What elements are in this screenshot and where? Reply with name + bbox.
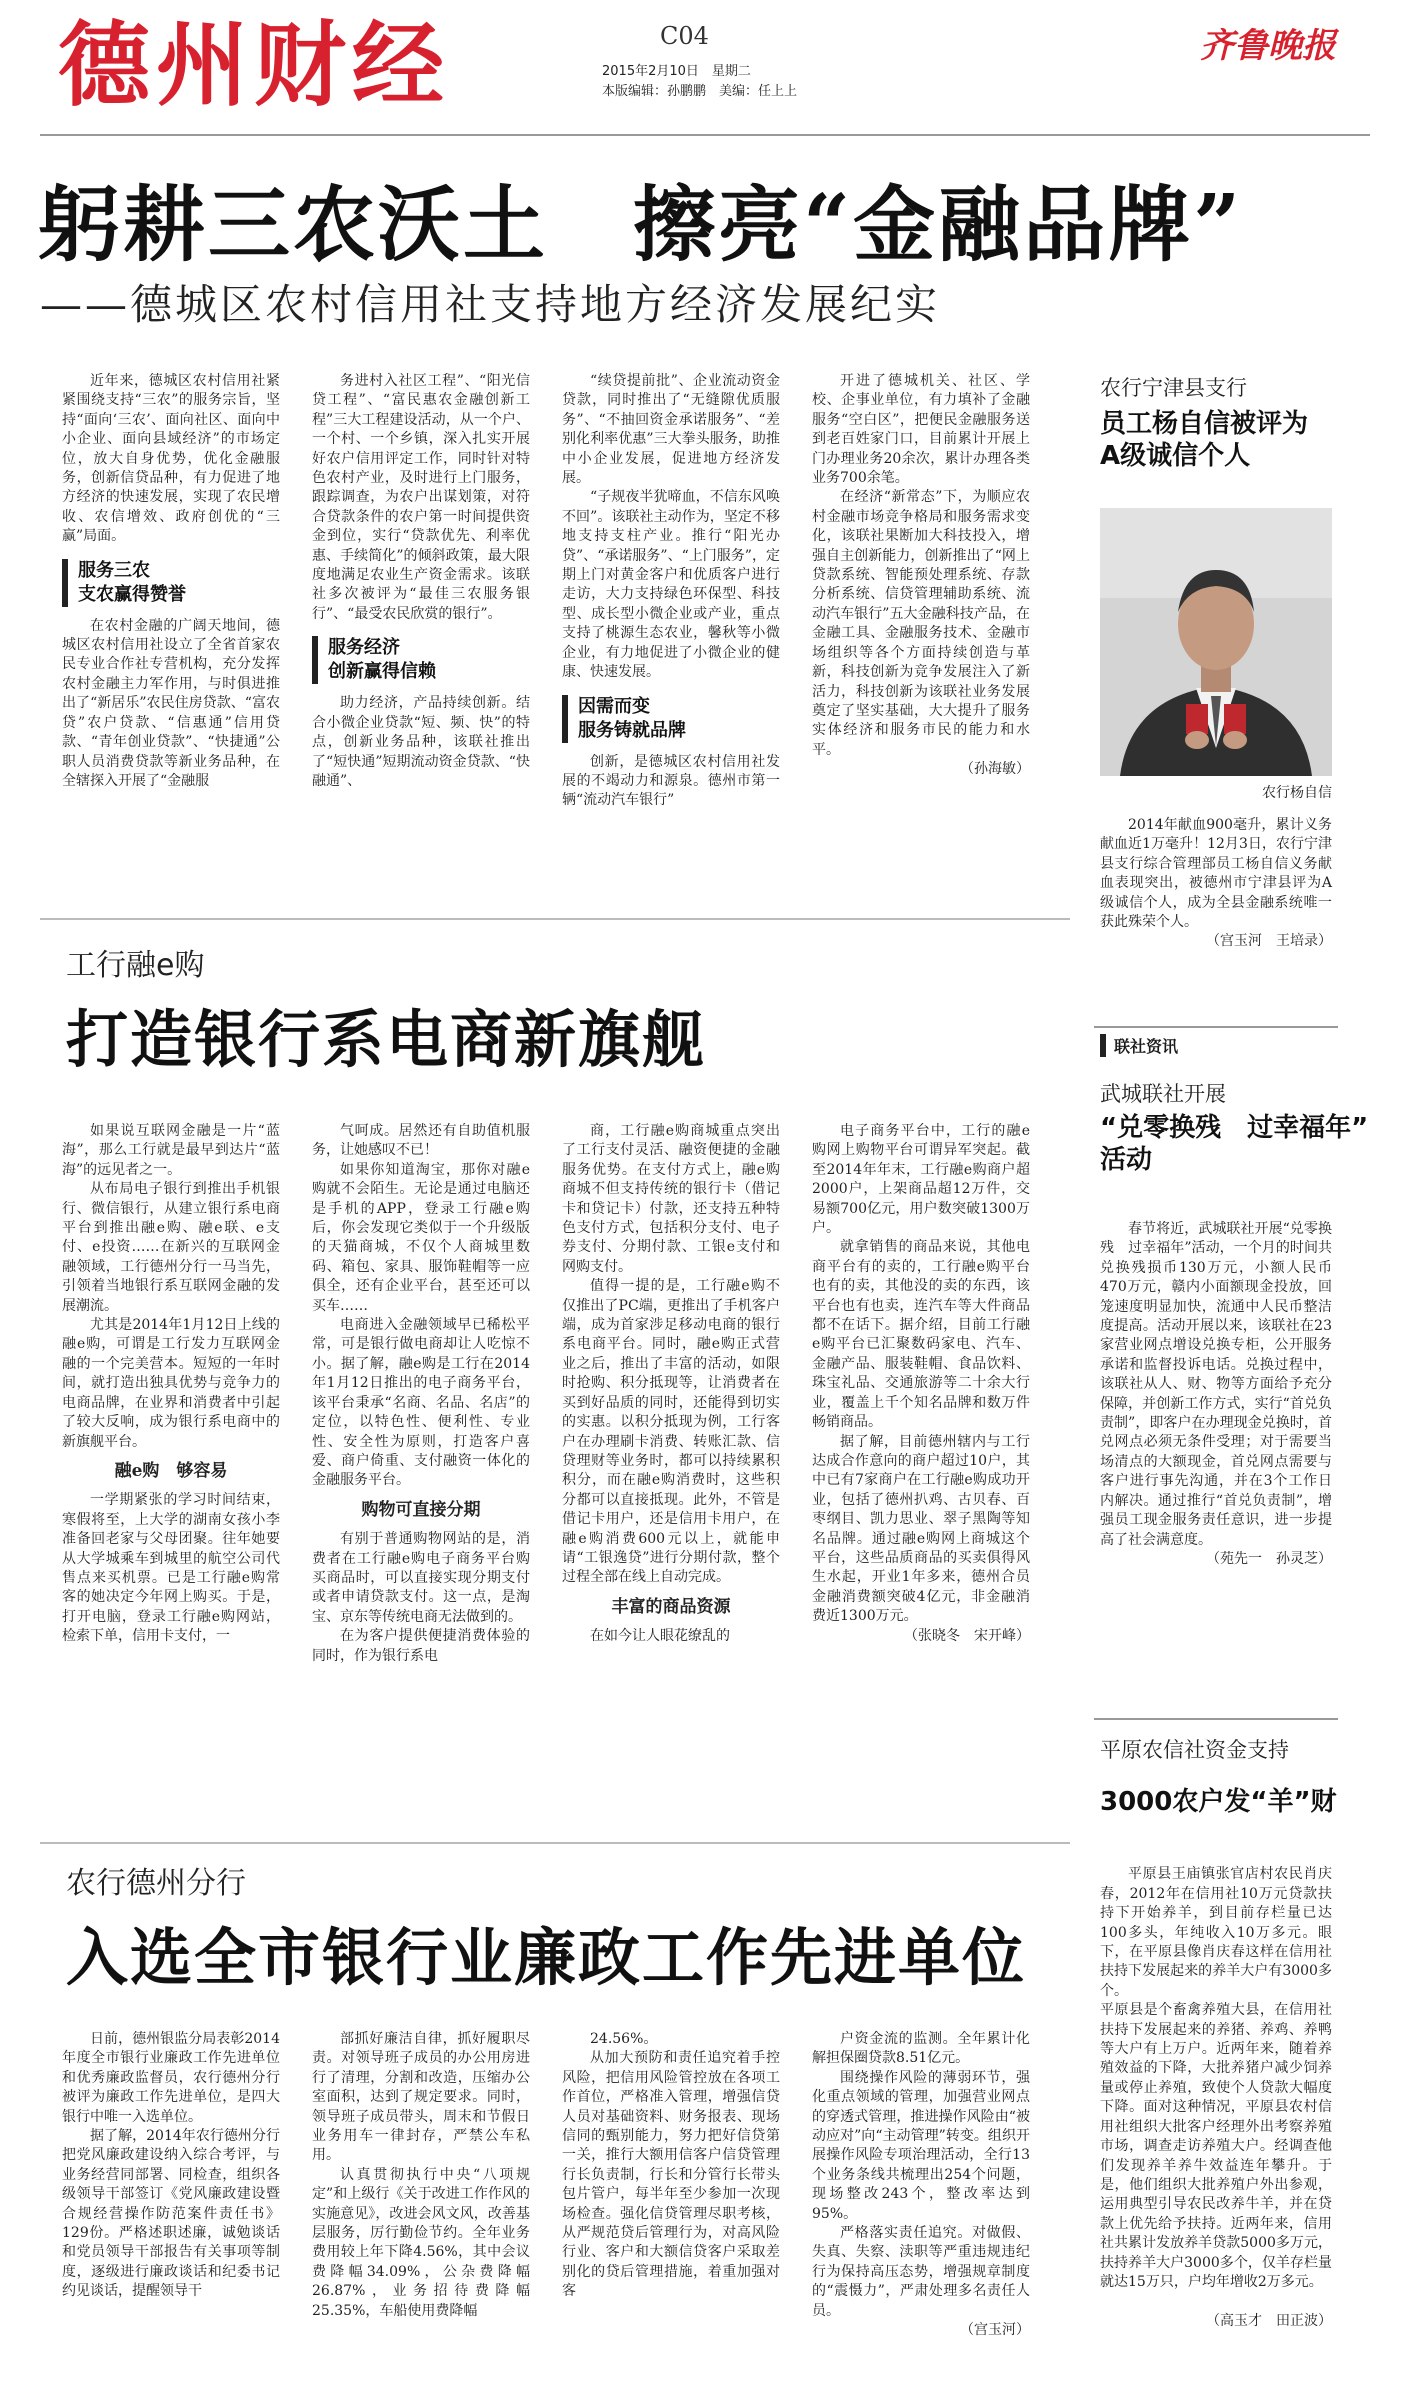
lead-subhead-1: 服务三农 支农赢得赞誉: [62, 559, 280, 607]
icbc-byline: （张晓冬 宋开峰）: [904, 1627, 1030, 1644]
lead-paragraph: 务进村入社区工程”、“阳光信贷工程”、“富民惠农金融创新工程”三大工程建设活动，从一个户、一个村、一个乡镇，深入扎实开展好农户信用评定工作，同时针对特色农村产业，及时进行上门服务，跟踪调查，为农户出谋划策，对符合贷款条件的农户第一时间提供资金到位，实行“贷款优先、利率优惠、手续简化”的倾斜政策，最大限度地满足农业生产资金需求。该联社多次被评为“最佳三农服务银行”、“最受农民欣赏的银行”。: [312, 373, 530, 622]
icbc-paragraph: 值得一提的是，工行融e购不仅推出了PC端，更推出了手机客户端，成为首家涉足移动电商的银行系电商平台。同时，融e购正式营业之后，推出了丰富的活动，如限时抢购、积分抵现等，让消费者在买到好品质的同时，还能得到切实的实惠。以积分抵现为例，工行客户在办理刷卡消费、转账汇款、信贷理财等业务时，都可以持续累积积分，而在融e购消费时，这些积分都可以直接抵现。此外，不管是借记卡用户，还是信用卡用户，在融e购消费600元以上，就能申请“工银逸贷”进行分期付款，整个过程全部在线上自动完成。: [562, 1278, 780, 1586]
side3-byline: （高玉才 田正波）: [1206, 2312, 1332, 2329]
abc-kicker: 农行德州分行: [66, 1866, 246, 1901]
page-number: C04: [660, 22, 709, 50]
abc-paragraph: 日前，德州银监分局表彰2014年度全市银行业廉政工作先进单位和优秀廉政监督员，农行德州分行被评为廉政工作先进单位，是四大银行中唯一入选单位。: [62, 2031, 280, 2125]
lead-paragraph: “续贷提前批”、企业流动资金贷款，同时推出了“无缝隙优质服务”、“不抽回资金承诺服务”、“差别化利率优惠”三大拳头服务，助推中小企业发展，促进地方经济发展。: [562, 373, 780, 487]
icbc-paragraph: 如果你知道淘宝，那你对融e购就不会陌生。无论是通过电脑还是手机的APP，登录工行融e购后，你会发现它类似于一个升级版的天猫商城，不仅个人商城里数码、箱包、家具、服饰鞋帽等一应俱全，还有企业平台，甚至还可以买车……: [312, 1161, 530, 1314]
icbc-paragraph: 在如今让人眼花缭乱的: [590, 1628, 730, 1645]
abc-paragraph: 严格落实责任追究。对做假、失真、失察、渎职等严重违规违纪行为保持高压态势，增强规章制度的“震慑力”，严肃处理多名责任人员。: [812, 2225, 1030, 2319]
abc-column-1: [62, 2030, 280, 2302]
icbc-paragraph: 一学期紧张的学习时间结束，寒假将至，上大学的湖南女孩小李准备回老家与父母团聚。往年她要从大学城乘车到城里的航空公司代售点来买机票。已是工行融e购常客的她决定今年网上购买。于是，打开电脑，登录工行融e购网站，检索下单，信用卡支付，一: [62, 1492, 280, 1645]
icbc-headline: 打造银行系电商新旗舰: [66, 1003, 707, 1076]
photo-caption: 农行杨自信: [1262, 785, 1332, 801]
icbc-paragraph: 就拿销售的商品来说，其他电商平台有的卖的，工行融e购平台也有的卖，其他没的卖的东西，该平台也有也卖，连汽车等大件商品都不在话下。据介绍，目前工行融e购平台已汇聚数码家电、汽车、金融产品、服装鞋帽、食品饮料、珠宝礼品、交通旅游等二十余大行业，覆盖上千个知名品牌和数万件畅销商品。: [812, 1239, 1030, 1431]
abc-paragraph: 认真贯彻执行中央“八项规定”和上级行《关于改进工作作风的实施意见》，改进会风文风，改善基层服务，厉行勤俭节约。全年业务费用较上年下降4.56%，其中会议费降幅34.09%，公杂费降幅26.87%，业务招待费降幅25.35%，车船使用费降幅: [312, 2166, 530, 2319]
side3-kicker: 平原农信社资金支持: [1100, 1738, 1289, 1762]
portrait-illustration: [1100, 508, 1332, 776]
side1-paragraph: 2014年献血900毫升，累计义务献血近1万毫升！12月3日，农行宁津县支行综合管理部员工杨自信义务献血表现突出，被德州市宁津县评为A级诚信个人，成为全县金融系统唯一获此殊荣个人。: [1100, 817, 1332, 931]
issue-date: 2015年2月10日 星期二: [602, 64, 751, 79]
sidebar-divider: [1094, 1718, 1338, 1720]
lead-paragraph: 在农村金融的广阔天地间，德城区农村信用社设立了全省首家农民专业合作社专营机构，充分发挥农村金融主力军作用，与时俱进推出了“新居乐”农民住房贷款、“富农贷”农户贷款、“信惠通”信用贷款、“青年创业贷款”、“快捷通”公职人员消费贷款等新业务品种，在全辖探入开展了“金融服: [62, 617, 280, 789]
sidebar-section-label: 联社资讯: [1100, 1034, 1178, 1057]
lead-subhead-2: 服务经济 创新赢得信赖: [312, 636, 530, 684]
icbc-paragraph: 电子商务平台中，工行的融e购网上购物平台可谓异军突起。截至2014年年末，工行融e购商户超2000户，上架商品超12万件，交易额700亿元，用户数突破1300万户。: [812, 1123, 1030, 1237]
lead-paragraph: 在经济“新常态”下，为顺应农村金融市场竞争格局和服务需求变化，该联社果断加大科技投入，增强自主创新能力，创新推出了“网上贷款系统、智能预处理系统、存款分析系统、信贷管理辅助系统、流动汽车银行”五大金融科技产品，在金融工具、金融服务技术、金融市场组织等各个方面持续创造与革新，科技创新为竞争发展注入了新活力，科技创新为该联社业务发展奠定了坚实基础，大大提升了服务实体经济和服务市民的能力和水平。: [812, 489, 1030, 758]
section-divider: [40, 1842, 1070, 1844]
icbc-column-2: [312, 1122, 530, 1666]
lead-subheadline: ——德城区农村信用社支持地方经济发展纪实: [40, 280, 941, 329]
lead-byline: （孙海敏）: [960, 761, 1030, 778]
icbc-paragraph: 气呵成。居然还有自助值机服务，让她感叹不已！: [312, 1123, 530, 1159]
section-divider: [40, 918, 1070, 920]
side1-kicker: 农行宁津县支行: [1100, 376, 1247, 400]
side1-body: [1100, 816, 1332, 952]
icbc-paragraph: 商，工行融e购商城重点突出了工行支付灵活、融资便捷的金融服务优势。在支付方式上，融e购商城不但支持传统的银行卡（借记卡和贷记卡）付款，还支持五种特色支付方式，包括积分支付、电子券支付、分期付款、工银e支付和网购支付。: [562, 1123, 780, 1275]
lead-column-3: [562, 372, 780, 811]
icbc-paragraph: 如果说互联网金融是一片“蓝海”，那么工行就是最早到达片“蓝海”的远见者之一。: [62, 1123, 280, 1178]
icbc-column-3: [562, 1122, 780, 1647]
side2-paragraph: 春节将近，武城联社开展“兑零换残 过幸福年”活动，一个月的时间共兑换残损币130万元，小额人民币470万元，赣内小面额现金投放，回笼速度明显加快，流通中人民币整洁度提高。活动开展以来，该联社在23家营业网点增设兑换专柜，公开服务承诺和监督投诉电话。兑换过程中，该联社从人、财、物等方面给予充分保障，并创新工作方式，实行“首兑负责制”，即客户在办理现金兑换时，首兑网点必须无条件受理；对于需要当场清点的大额现金，首兑网点需要与客户进行事先沟通，并在3个工作日内解决。通过推行“首兑负责制”，增强员工现金服务责任意识，进一步提高了社会满意度。: [1100, 1221, 1332, 1548]
icbc-paragraph: 有别于普通购物网站的是，消费者在工行融e购电子商务平台购买商品时，可以直接实现分期支付或者申请贷款支付。这一点，是淘宝、京东等传统电商无法做到的。: [312, 1531, 530, 1625]
abc-paragraph: 围绕操作风险的薄弱环节，强化重点领域的管理，加强营业网点的穿透式管理，推进操作风险由“被动应对”向“主动管理”转变。组织开展操作风险专项治理活动，全行13个业务条线共梳理出254个问题，现场整改243个，整改率达到95%。: [812, 2069, 1030, 2222]
newspaper-logo: 齐鲁晚报: [1200, 26, 1336, 66]
side3-paragraph: 平原县王庙镇张官店村农民肖庆春，2012年在信用社10万元贷款扶持下开始养羊，到目前存栏量已达100多头，年纯收入10万多元。眼下，在平原县像肖庆春这样在信用社扶持下发展起来的养羊大户有3000多个。 平原县是个畜禽养殖大县，在信用社扶持下发展起来的养猪、养鸡、养鸭等大户有上万户。近两年来，随着养殖效益的下降，大批养猪户减少饲养量或停止养殖，致使个人贷款大幅度下降。面对这种情况，平原县农村信用社组织大批客户经理外出考察养殖市场，调查走访养殖大户。经调查他们发现养羊养牛效益连年攀升。于是，他们组织大批养殖户外出参观，运用典型引导农民改养牛羊，并在贷款上优先给予扶持。近两年来，信用社共累计发放养羊贷款5000多万元，扶持养羊大户3000多个，仅羊存栏量就达15万只，户均年增收2万多元。: [1100, 1866, 1332, 2290]
icbc-subhead-2: 购物可直接分期: [361, 1499, 481, 1520]
side2-byline: （苑先一 孙灵芝）: [1206, 1550, 1332, 1567]
abc-column-2: [312, 2030, 530, 2321]
icbc-paragraph: 电商进入金融领域早已稀松平常，可是银行做电商却让人吃惊不小。据了解，融e购是工行在2014年1月12日推出的电子商务平台，该平台秉承“名商、名品、名店”的定位，以特色性、便利性、专业性、安全性为原则，打造客户喜爱、商户倚重、支付融资一体化的金融服务平台。: [312, 1317, 530, 1489]
abc-column-4: [812, 2030, 1030, 2341]
lead-subhead-3: 因需而变 服务铸就品牌: [562, 695, 780, 743]
icbc-paragraph: 在为客户提供便捷消费体验的同时，作为银行系电: [312, 1628, 530, 1664]
abc-byline: （宫玉河）: [960, 2322, 1030, 2339]
side1-headline: 员工杨自信被评为 A级诚信个人: [1100, 409, 1309, 471]
side3-headline: 3000农户发“羊”财: [1100, 1787, 1337, 1817]
icbc-paragraph: 据了解，目前德州辖内与工行达成合作意向的商户超过10户，其中已有7家商户在工行融e购成功开业，包括了德州扒鸡、古贝春、百枣纲目、凯力思业、翠子黑陶等知名品牌。通过融e购网上商城这个平台，这些品质商品的买卖俱得风生水起，开业1年多来，德州合员金融消费额突破4亿元，非金融消费近1300万元。: [812, 1433, 1030, 1625]
icbc-column-1: [62, 1122, 280, 1647]
side2-body: [1100, 1220, 1332, 1569]
lead-column-4: [812, 372, 1030, 780]
abc-headline: 入选全市银行业廉政工作先进单位: [66, 1921, 1027, 1994]
icbc-subhead-3: 丰富的商品资源: [611, 1596, 731, 1617]
lead-paragraph: 近年来，德城区农村信用社紧紧围绕支持“三农”的服务宗旨，坚持“面向‘三农’、面向社区、面向中小企业、面向县域经济”的市场定位，放大自身优势，优化金融服务，创新信贷品种，有力促进了地方经济的快速发展，实现了农民增收、农信增效、政府创优的“三赢”局面。: [62, 373, 280, 545]
icbc-paragraph: 从布局电子银行到推出手机银行、微信银行，从建立银行系电商平台到推出融e购、融e联、e支付、e投资……在新兴的互联网金融领域，工行德州分行一马当先，引领着当地银行系互联网金融的发展潮流。: [62, 1181, 280, 1314]
lead-paragraph: “子规夜半犹啼血，不信东风唤不回”。该联社主动作为，坚定不移地支持支柱产业。推行“阳光办贷”、“承诺服务”、“上门服务”，定期上门对黄金客户和优质客户进行走访，大力支持绿色环保型、科技型、成长型小微企业或产业，重点支持了桃源生态农业，馨秋等小微企业，有力地促进了小微企业的健康、快速发展。: [562, 489, 780, 681]
side3-body: [1100, 1846, 1332, 2351]
lead-paragraph: 助力经济，产品持续创新。结合小微企业贷款“短、频、快”的特点，创新业务品种，该联社推出了“短快通”短期流动资金贷款、“快融通”、: [312, 695, 530, 789]
abc-paragraph: 户资金流的监测。全年累计化解担保圈贷款8.51亿元。: [812, 2031, 1030, 2067]
icbc-kicker: 工行融e购: [66, 948, 205, 983]
icbc-paragraph: 尤其是2014年1月12日上线的融e购，可谓是工行发力互联网金融的一个完美营本。短短的一年时间，就打造出独具优势与竞争力的电商品牌，在业界和消费者中引起了较大反响，成为银行系电商中的新旗舰平台。: [62, 1317, 280, 1450]
abc-paragraph: 部抓好廉洁自律，抓好履职尽责。对领导班子成员的办公用房进行了清理，分割和改造，压缩办公室面积，达到了规定要求。同时，领导班子成员带头，周末和节假日业务用车一律封存，严禁公车私用。: [312, 2031, 530, 2164]
lead-column-2: [312, 372, 530, 791]
section-masthead: 德州财经: [58, 11, 451, 119]
lead-paragraph: 创新，是德城区农村信用社发展的不竭动力和源泉。德州市第一辆“流动汽车银行”: [562, 753, 780, 809]
portrait-photo: [1100, 508, 1332, 776]
lead-headline: 躬耕三农沃土 擦亮“金融品牌”: [38, 177, 1244, 273]
masthead-divider: [40, 134, 1370, 136]
abc-paragraph: 24.56%。: [590, 2031, 658, 2047]
abc-paragraph: 据了解，2014年农行德州分行把党风廉政建设纳入综合考评，与业务经营同部署、同检查，组织各级领导干部签订《党风廉政建设暨合规经营操作防范案件责任书》129份。严格述职述廉，诚勉谈话和党员领导干部报告有关事项等制度，逐级进行廉政谈话和纪委书记约见谈话，提醒领导干: [62, 2128, 280, 2300]
abc-column-3: [562, 2030, 780, 2302]
icbc-column-4: [812, 1122, 1030, 1646]
icbc-subhead-1: 融e购 够容易: [114, 1460, 228, 1481]
side2-kicker: 武城联社开展: [1100, 1082, 1226, 1106]
side1-byline: （宫玉河 王培录）: [1206, 933, 1332, 950]
editor-credits: 本版编辑：孙鹏鹏 美编：任上上: [602, 84, 798, 99]
abc-paragraph: 从加大预防和责任追究着手控风险，把信用风险管控放在各项工作首位，严格准入管理，增强信贷人员对基础资料、财务报表、现场信同的甄别能力，努力把好信贷第一关，推行大额用信客户信贷管理行长负责制，行长和分管行长带头包片管户，每半年至少参加一次现场检查。强化信贷管理尽职考核，从严规范贷后管理行为，对高风险行业、客户和大额信贷客户采取差别化的贷后管理措施，着重加强对客: [562, 2050, 780, 2300]
lead-column-1: [62, 372, 280, 791]
side2-headline: “兑零换残 过幸福年” 活动: [1100, 1113, 1369, 1175]
sidebar-divider: [1094, 1026, 1338, 1028]
lead-paragraph: 开进了德城机关、社区、学校、企事业单位，有力填补了金融服务“空白区”，把便民金融服务送到老百姓家门口，目前累计开展上门办理业务20余次，累计办理各类业务700余笔。: [812, 373, 1030, 487]
